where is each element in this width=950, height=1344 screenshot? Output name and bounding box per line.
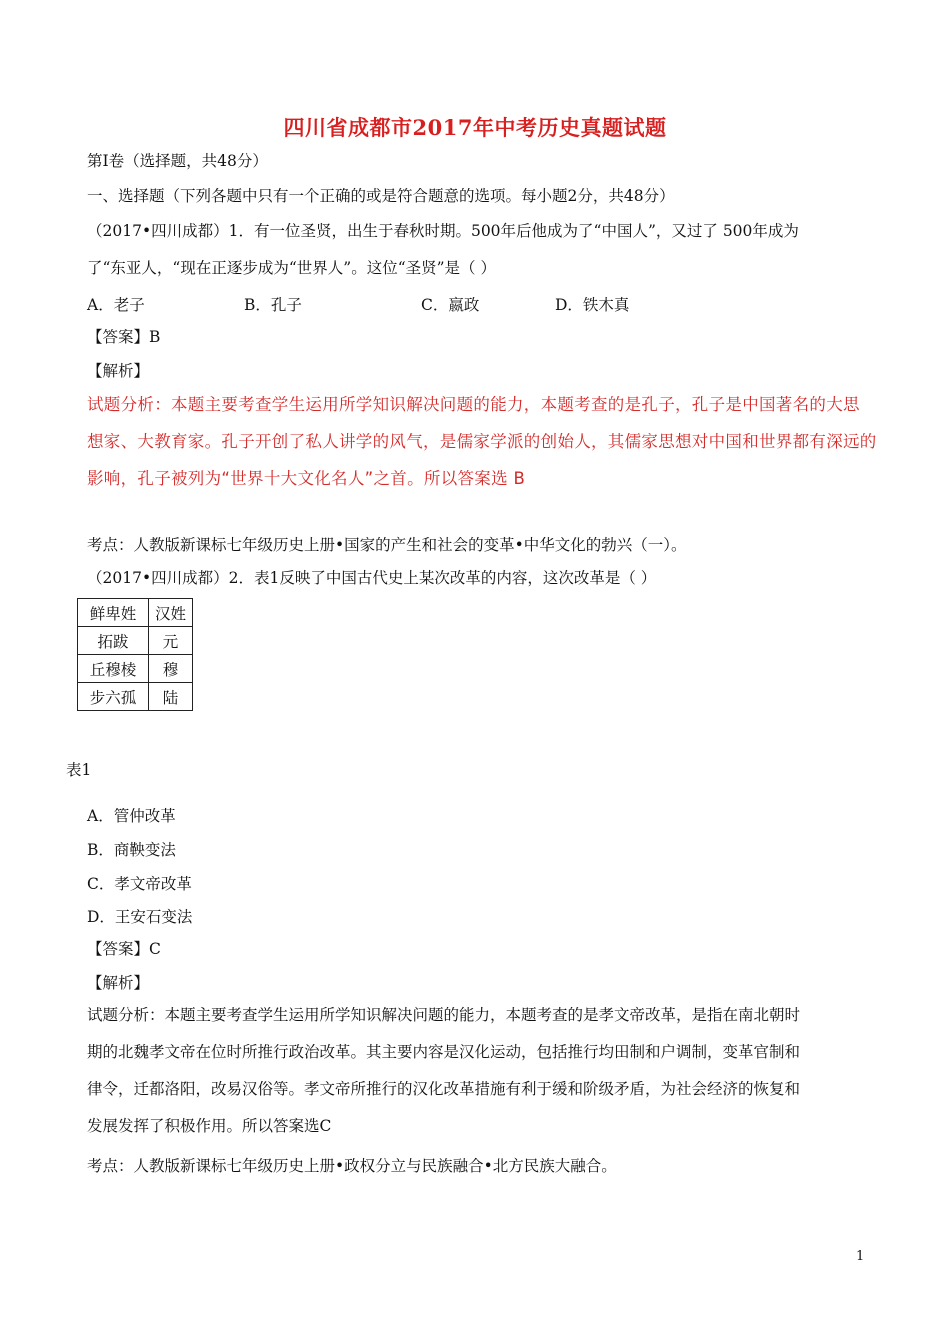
q1-option-d: D．铁木真 [555,296,630,314]
q2-stem: （2017•四川成都）2．表1反映了中国古代史上某次改革的内容，这次改革是（ ） [87,569,657,587]
q1-option-b: B．孔子 [244,296,302,314]
table-row [78,683,193,711]
q1-analysis-line: 想家、大教育家。孔子开创了私人讲学的风气，是儒家学派的创始人，其儒家思想对中国和世界都有深远的 [87,432,877,451]
table-caption: 表1 [66,761,92,779]
table-cell: 陆 [149,683,193,711]
q2-analysis [87,997,872,1145]
table-cell: 步六孤 [78,683,149,711]
section-instructions: 一、选择题（下列各题中只有一个正确的或是符合题意的选项。每小题2分，共48分） [87,187,675,205]
q1-analysis-label: 【解析】 [87,362,150,380]
q2-analysis-line: 试题分析：本题主要考查学生运用所学知识解决问题的能力，本题考查的是孝文帝改革，是指在南北朝时 [87,1006,801,1024]
table-cell: 拓跋 [78,627,149,655]
q1-answer: 【答案】B [87,328,161,346]
q1-stem-line1: （2017•四川成都）1．有一位圣贤，出生于春秋时期。500年后他成为了“中国人”，又过了 500年成为 [87,222,799,240]
q1-stem-line2: 了“东亚人，“现在正逐步成为“世界人”。这位“圣贤”是（ ） [87,259,496,277]
q2-analysis-line: 律令，迁都洛阳，改易汉俗等。孝文帝所推行的汉化改革措施有利于缓和阶级矛盾，为社会经济的恢复和 [87,1080,801,1098]
page-number: 1 [856,1249,865,1264]
table-header-cell: 汉姓 [149,599,193,627]
q1-option-a: A．老子 [87,296,145,314]
q2-analysis-label: 【解析】 [87,974,150,992]
table-cell: 元 [149,627,193,655]
q1-analysis [87,386,877,497]
q1-option-c: C．嬴政 [421,296,480,314]
table-cell: 穆 [149,655,193,683]
document-title: 四川省成都市2017年中考历史真题试题 [283,115,667,140]
q2-option-c: C．孝文帝改革 [87,875,192,893]
table-header-row [78,599,193,627]
section-volume: 第Ⅰ卷（选择题，共48分） [87,152,268,170]
table-row [78,655,193,683]
table-header-cell: 鲜卑姓 [78,599,149,627]
q1-analysis-line: 试题分析：本题主要考查学生运用所学知识解决问题的能力，本题考查的是孔子，孔子是中国著名的大思 [87,395,860,414]
q2-analysis-line: 期的北魏孝文帝在位时所推行政治改革。其主要内容是汉化运动，包括推行均田制和户调制，变革官制和 [87,1043,801,1061]
table-cell: 丘穆棱 [78,655,149,683]
q2-answer: 【答案】C [87,940,161,958]
q2-option-b: B．商鞅变法 [87,841,176,859]
q2-analysis-line: 发展发挥了积极作用。所以答案选C [87,1117,332,1135]
q1-analysis-line: 影响，孔子被列为“世界十大文化名人”之首。所以答案选 B [87,469,526,488]
surname-table [77,598,193,711]
q2-option-d: D．王安石变法 [87,908,193,926]
q2-option-a: A．管仲改革 [87,807,176,825]
q1-kaodian: 考点：人教版新课标七年级历史上册•国家的产生和社会的变革•中华文化的勃兴（一）。 [87,536,687,554]
q2-kaodian: 考点：人教版新课标七年级历史上册•政权分立与民族融合•北方民族大融合。 [87,1157,617,1175]
table-row [78,627,193,655]
